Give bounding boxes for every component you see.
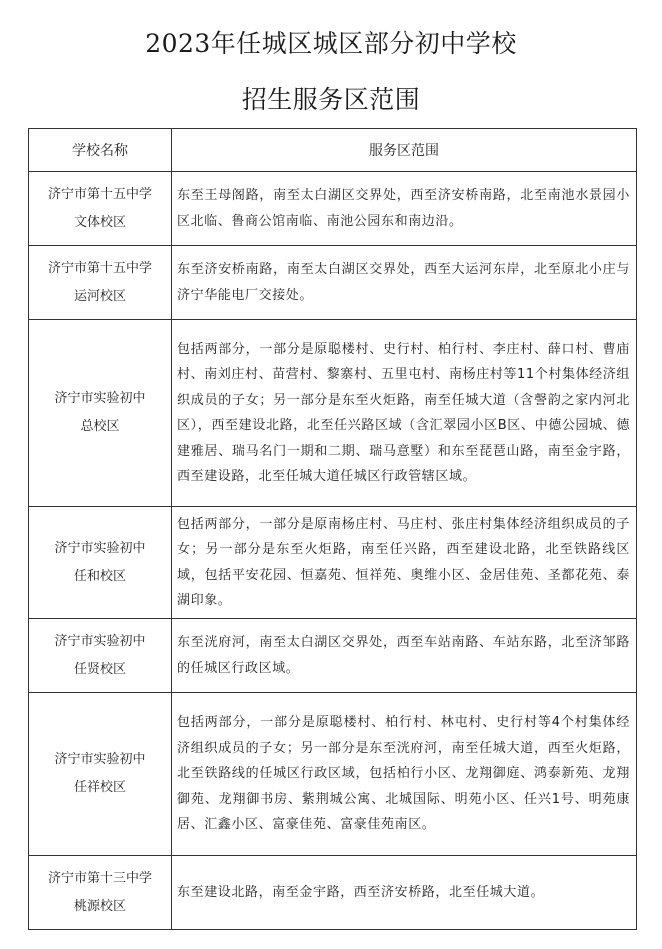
page-subtitle: 招生服务区范围 [241, 85, 421, 114]
column-header-school: 学校名称 [29, 129, 172, 172]
school-name: 济宁市实验初中 [54, 633, 146, 649]
school-name: 济宁市第十五中学 [47, 186, 152, 202]
table-row [29, 320, 637, 507]
school-name: 济宁市实验初中 [54, 391, 146, 406]
campus-name: 总校区 [80, 419, 120, 434]
campus-name: 任和校区 [73, 568, 126, 584]
service-area-cell: 包括两部分，一部分是原南杨庄村、马庄村、张庄村集体经济组织成员的子女；另一部分是东至火炬路，南至任兴路，西至建设北路，北至铁路线区域，包括平安花园、恒嘉苑、恒祥苑、奥维小区、金居佳苑、圣都花苑、泰湖印象。 [172, 507, 637, 619]
campus-name: 任贤校区 [73, 661, 126, 677]
campus-name: 运河校区 [73, 288, 126, 304]
table-row [29, 246, 637, 320]
campus-name: 任祥校区 [73, 780, 126, 795]
column-header-scope: 服务区范围 [172, 129, 637, 172]
school-name: 济宁市实验初中 [54, 752, 146, 767]
service-area-cell: 东至建设北路，南至金宇路，西至济安桥路，北至任城大道。 [172, 856, 637, 930]
service-area-cell: 东至王母阁路，南至太白湖区交界处，西至济安桥南路，北至南池水景园小区北临、鲁商公馆南临、南池公园东和南边沿。 [172, 172, 637, 246]
school-name-cell [29, 172, 172, 246]
campus-name: 文体校区 [73, 214, 126, 230]
table-row [29, 172, 637, 246]
school-name: 济宁市第十五中学 [47, 260, 152, 276]
service-area-table [28, 128, 637, 930]
school-name-cell [29, 619, 172, 693]
campus-name: 桃源校区 [73, 898, 126, 914]
school-name-cell [29, 320, 172, 507]
table-row [29, 507, 637, 619]
school-name-cell [29, 246, 172, 320]
service-area-cell: 包括两部分，一部分是原聪楼村、柏行村、林屯村、史行村等4个村集体经济组织成员的子女；另一部分是东至洸府河，南至任城大道，西至火炬路，北至铁路线的任城区行政区域，包括柏行小区、龙翔御庭、鸿泰新苑、龙翔御苑、龙翔御书房、紫荆城公寓、北城国际、明苑小区、任兴1号、明苑康居、汇鑫小区、富豪佳苑、富豪佳苑南区。 [172, 693, 637, 856]
page-title: 2023年任城区城区部分初中学校 [145, 29, 517, 58]
table-row [29, 619, 637, 693]
school-name-cell [29, 693, 172, 856]
table-header-row [29, 129, 637, 172]
school-name-cell [29, 856, 172, 930]
service-area-cell: 东至洸府河，南至太白湖区交界处，西至车站南路、车站东路，北至济邹路的任城区行政区域。 [172, 619, 637, 693]
table-row [29, 856, 637, 930]
service-area-cell: 包括两部分，一部分是原聪楼村、史行村、柏行村、李庄村、薛口村、曹庙村、南刘庄村、苗营村、黎寨村、五里屯村、南杨庄村等11个村集体经济组织成员的子女；另一部分是东至火炬路，南至任城大道（含謦韵之家内河北区），西至建设北路，北至任兴路区域（含汇翠园小区B区、中德公园城、德建雅居、瑞马名门一期和二期、瑞马意墅）和东至琵琶山路，南至金宇路，西至建设路，北至任城大道任城区行政管辖区域。 [172, 320, 637, 507]
table-row [29, 693, 637, 856]
service-area-cell: 东至济安桥南路，南至太白湖区交界处，西至大运河东岸，北至原北小庄与济宁华能电厂交接处。 [172, 246, 637, 320]
school-name: 济宁市实验初中 [54, 540, 146, 556]
school-name-cell [29, 507, 172, 619]
school-name: 济宁市第十三中学 [47, 870, 152, 886]
